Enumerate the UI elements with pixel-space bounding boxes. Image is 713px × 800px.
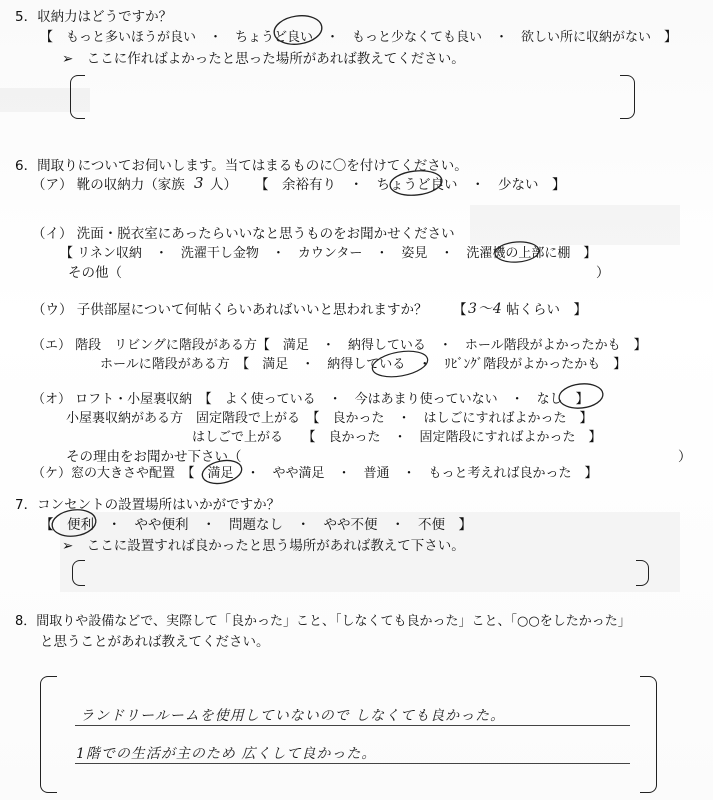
q6-u-suffix: 帖くらい 】 — [506, 302, 587, 318]
q6-e-label: （エ） 階段 リビングに階段がある方【 満足 ・ 納得している ・ ホール階段がよかったかも 】 — [32, 338, 647, 353]
q7-prompt: ➢ ここに設置すれば良かったと思う場所があれば教えて下さい。 — [62, 538, 465, 554]
q5-options: 【 もっと多いほうが良い ・ ちょうど良い ・ もっと少なくても良い ・ 欲しい所に収納がない 】 — [40, 30, 678, 45]
q7-answer-box-right — [636, 560, 649, 586]
q6-u-bracket: 【 — [453, 302, 467, 318]
q6-o-line2: 小屋裏収納がある方 固定階段で上がる 【 良かった ・ はしごにすればよかった 】 — [66, 411, 593, 426]
q6-i-label: （イ） 洗面・脱衣室にあったらいいなと思うものをお聞かせください — [32, 226, 455, 242]
q5-answer-box-left — [70, 75, 85, 119]
scan-shadow — [470, 205, 680, 245]
q8-title2: と思うことがあれば教えてください。 — [40, 634, 270, 650]
q5-prompt: ➢ ここに作ればよかったと思った場所があれば教えてください。 — [62, 51, 465, 67]
q6-o-reason-close: ） — [678, 449, 692, 465]
q8-answer-line1: ランドリールームを使用していないので しなくても良かった。 — [80, 708, 506, 724]
q5-title: 5．収納力はどうですか？ — [15, 9, 173, 25]
q6-i-other: その他（ — [68, 265, 122, 281]
q8-answer-box-left — [40, 676, 57, 793]
q8-title: 8．間取りや設備などで、実際して「良かった」こと、「しなくても良かった」こと、「○○をしたかった」 — [15, 614, 631, 629]
q7-options: 【 便利 ・ やや便利 ・ 問題なし ・ やや不便 ・ 不便 】 — [40, 517, 472, 533]
q6-a-unit: 人） — [210, 177, 237, 193]
q6-a-label: （ア） 靴の収納力（家族 — [32, 177, 185, 193]
q8-answer-line2: 1階での生活が主のため 広くして良かった。 — [76, 746, 377, 762]
q6-u-answer: 3～4 — [468, 301, 503, 317]
q8-answer-box-right — [640, 676, 657, 793]
q5-answer-box-right — [620, 75, 635, 119]
q6-o-reason: その理由をお聞かせ下さい（ — [66, 449, 242, 465]
q8-answer-underline2 — [75, 763, 630, 764]
q6-i-other-close: ） — [596, 265, 610, 281]
q6-o-line3: はしごで上がる 【 良かった ・ 固定階段にすればよかった 】 — [192, 430, 602, 445]
q6-title: 6．間取りについてお伺いします。当てはまるものに〇を付けてください。 — [15, 158, 468, 174]
q7-answer-box-left — [72, 560, 85, 586]
q8-answer-underline1 — [75, 725, 630, 726]
q6-i-options: 【 リネン収納 ・ 洗濯干し金物 ・ カウンター ・ 姿見 ・ 洗濯機の上部に棚 】 — [60, 246, 597, 261]
q6-o-label: （オ） ロフト・小屋裏収納 【 よく使っている ・ 今はあまり使っていない ・ なし 】 — [32, 392, 589, 407]
q6-a-family-count: 3 — [194, 174, 205, 192]
q6-a-options: 【 余裕有り ・ ちょうど良い ・ 少ない 】 — [255, 177, 566, 193]
q6-e-label2: ホールに階段がある方 【 満足 ・ 納得している ・ ﾘﾋﾞﾝｸﾞ階段がよかったかも 】 — [100, 357, 627, 372]
q7-title: 7．コンセントの設置場所はいかがですか？ — [15, 497, 281, 513]
q6-u-label: （ウ） 子供部屋について何帖くらいあればいいと思われますか？ — [32, 302, 428, 318]
q6-ke-label: （ケ）窓の大きさや配置 【 満足 ・ やや満足 ・ 普通 ・ もっと考えれば良かった 】 — [32, 466, 598, 481]
